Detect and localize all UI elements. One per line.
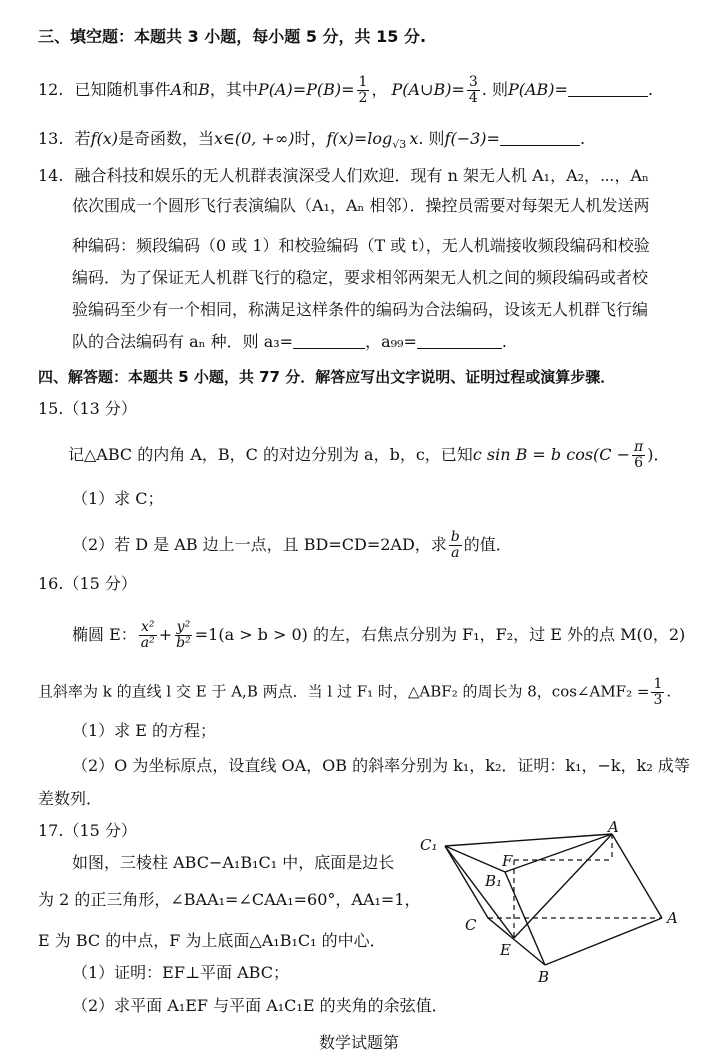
- q16-part2-line1: （2）O 为坐标原点，设直线 OA，OB 的斜率分别为 k₁，k₂．证明：k₁，−k，k₂ 成等: [72, 756, 690, 775]
- label-b1: B₁: [485, 872, 503, 890]
- q17-header: 17.（15 分）: [38, 821, 137, 840]
- q15-stem-a: 记△ABC 的内角 A，B，C 的对边分别为 a，b，c，已知: [68, 445, 473, 464]
- q16-line2-a: 且斜率为 k 的直线 l 交 E 于 A,B 两点．当 l 过 F₁ 时，△ABF₂ 的周长为 8，cos∠AMF₂ =: [38, 682, 650, 701]
- q15-stem-b: c sin B = b cos(C −: [472, 445, 631, 464]
- q17-line2: 为 2 的正三角形，∠BAA₁=∠CAA₁=60°，AA₁=1，: [38, 890, 421, 909]
- q14-line4: 编码．为了保证无人机群飞行的稳定，要求相邻两架无人机之间的频段编码或者校: [72, 268, 649, 287]
- q13-cond: x∈(0, +∞): [214, 129, 295, 148]
- q16-b2: b²: [176, 635, 191, 651]
- q16-part2-line2: 差数列．: [38, 789, 103, 808]
- section4-heading: 四、解答题：本题共 5 小题，共 77 分．解答应写出文字说明、证明过程或演算步骤．: [38, 368, 616, 386]
- label-c: C: [465, 916, 477, 934]
- q16-y2: y²: [176, 619, 191, 635]
- q12-event-b: B: [198, 80, 210, 99]
- q15-part1: （1）求 C；: [72, 489, 164, 508]
- q15-b-over-a: [449, 530, 462, 561]
- q16-x2: x²: [141, 619, 155, 635]
- label-a: A: [667, 909, 678, 927]
- q15-header: 15.（13 分）: [38, 399, 137, 418]
- edge-b-a: [545, 918, 662, 965]
- q13-text2: 是奇函数，当: [118, 129, 215, 148]
- label-e: E: [500, 941, 511, 959]
- q16-line1-b: =1(a > b > 0) 的左，右焦点分别为 F₁，F₂，过 E 外的点 M(0，2): [194, 625, 686, 644]
- q14-line6c: .: [501, 332, 507, 351]
- q16-a2: a²: [140, 635, 155, 651]
- q15-pi: π: [634, 439, 644, 455]
- q12-event-a: A: [170, 80, 183, 99]
- page-footer: 数学试题第: [318, 1033, 399, 1052]
- q14-line2: 依次围成一个圆形飞行表演编队（A₁，Aₙ 相邻）．操控员需要对每架无人机发送两: [72, 196, 650, 215]
- question-13: [38, 128, 585, 150]
- q13-fx: f(x): [90, 129, 118, 148]
- q15-six: 6: [634, 455, 644, 471]
- q15-stem: [68, 440, 669, 471]
- q14-number: 14.: [38, 166, 64, 185]
- edge-a1-a: [612, 834, 662, 918]
- q12-text1: 已知随机事件: [74, 80, 171, 99]
- q12-tq-den: 4: [468, 90, 478, 106]
- q15-part2-a: （2）若 D 是 AB 边上一点，且 BD=CD=2AD，求: [72, 535, 447, 554]
- q15-part2: [72, 530, 512, 561]
- label-b: B: [538, 968, 550, 985]
- q12-pab: P(AB)=: [507, 80, 568, 99]
- label-f: F: [502, 852, 513, 870]
- q12-half-den: 2: [358, 90, 368, 106]
- q13-end: .: [579, 129, 586, 148]
- q17-line1: 如图，三棱柱 ABC−A₁B₁C₁ 中，底面是边长: [72, 853, 395, 872]
- q13-text3: 时，: [294, 129, 327, 148]
- q13-text1: 若: [74, 129, 91, 148]
- edge-a1-b1: [505, 834, 612, 872]
- q16-line1: 椭圆 E： $\frac{\text{x²}}{\text{a²}}$ + $\frac{\text{y²}}{\text{b²}}$ =1(a > b > 0) 的左，右焦点分别为 F₁，F₂，过 E 外的点 M(0，2): [72, 619, 686, 651]
- q13-var: x: [409, 129, 419, 148]
- q12-fraction-half: [357, 75, 370, 106]
- q16-y2-over-b2: [174, 620, 193, 651]
- label-c1: C₁: [420, 836, 438, 854]
- q14-line6a: 队的合法编码有 aₙ 种．则 a₃=: [72, 332, 294, 351]
- line-a1-e: [514, 834, 612, 938]
- q16-cos-den: 3: [653, 692, 663, 708]
- q12-end: .: [647, 80, 654, 99]
- q16-x2-over-a2: [139, 620, 157, 651]
- q12-tq-num: 3: [468, 74, 478, 90]
- q15-pi-over-six: [632, 440, 645, 471]
- section3-heading: 三、填空题：本题共 3 小题，每小题 5 分，共 15 分.: [38, 27, 427, 46]
- q17-part1: （1）证明：EF⊥平面 ABC；: [72, 963, 289, 982]
- q16-cos-num: 1: [653, 676, 663, 692]
- q15-part2-b: 的值．: [463, 535, 512, 554]
- q12-text2: ，其中: [209, 80, 258, 99]
- q16-line2: [38, 677, 671, 708]
- q17-part2: （2）求平面 A₁EF 与平面 A₁C₁E 的夹角的余弦值．: [72, 996, 448, 1015]
- edge-c1-a1: [445, 834, 612, 846]
- question-14: [38, 165, 649, 187]
- q16-line1-a: 椭圆 E：: [72, 625, 137, 644]
- q12-fraction-three-quarters: [467, 75, 480, 106]
- q15-stem-c: )．: [647, 445, 670, 464]
- q15-b: b: [450, 529, 460, 545]
- q14-line6: [72, 331, 507, 353]
- q14-line1: 融合科技和娱乐的无人机群表演深受人们欢迎．现有 n 架无人机 A₁，A₂，⋯，Aₙ: [74, 166, 649, 185]
- q13-text4: . 则: [418, 129, 445, 148]
- q12-half-num: 1: [358, 74, 368, 90]
- q14-a3-blank: [293, 332, 365, 349]
- q12-number: 12.: [38, 80, 64, 99]
- q12-ask: . 则: [481, 80, 508, 99]
- q14-line6b: ，a₉₉=: [365, 332, 417, 351]
- question-12: 12. 已知随机事件A和B，其中P(A)=P(B)= $\frac{1}{2}$ ， P(A∪B)= $\frac{3}{4}$ . 则P(AB)= .: [38, 74, 654, 106]
- q14-line3: 种编码：频段编码（0 或 1）和校验编码（T 或 t），无人机端接收频段编码和校验: [72, 236, 650, 255]
- q13-log-base: √3: [392, 138, 407, 152]
- q14-line5: 验编码至少有一个相同，称满足这样条件的编码为合法编码，设该无人机群飞行编: [72, 300, 649, 319]
- q16-part1: （1）求 E 的方程；: [72, 721, 217, 740]
- q15-a: a: [451, 545, 460, 561]
- q12-pu: P(A∪B)=: [391, 80, 465, 99]
- q13-number: 13.: [38, 129, 64, 148]
- q16-one-third: [651, 677, 664, 708]
- q12-and: 和: [182, 80, 199, 99]
- q17-line3: E 为 BC 的中点，F 为上底面△A₁B₁C₁ 的中心．: [38, 931, 386, 950]
- label-a1: A: [608, 820, 619, 836]
- q16-line2-b: .: [666, 682, 672, 701]
- q13-ask: f(−3)=: [444, 129, 500, 148]
- q14-a99-blank: [417, 332, 502, 349]
- q12-answer-blank: [568, 80, 648, 97]
- q13-expr: f(x)=log: [326, 129, 393, 148]
- edge-c1-c: [445, 846, 488, 918]
- q13-answer-blank: [500, 129, 580, 146]
- q12-pa-pb: P(A)=P(B)=: [257, 80, 355, 99]
- prism-figure: [410, 820, 700, 985]
- edge-c-b: [488, 918, 545, 965]
- q16-header: 16.（15 分）: [38, 574, 137, 593]
